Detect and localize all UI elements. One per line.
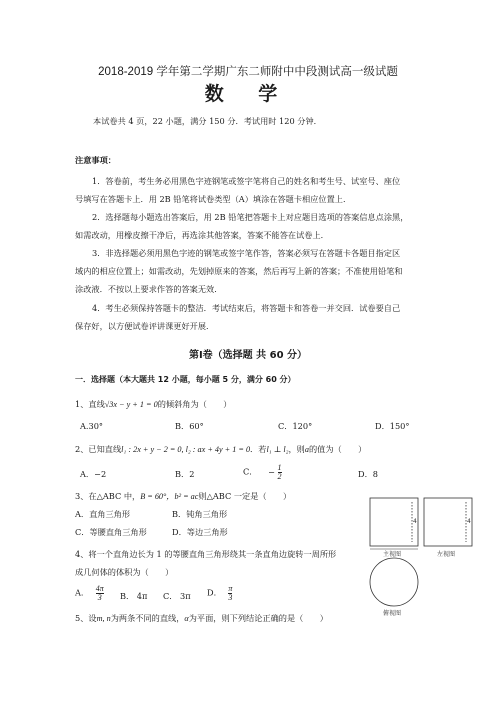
note-1-line-1: 1．答卷前，考生务必用黑色字迹钢笔或签字笔将自己的姓名和考生号、试室号、座位: [92, 176, 401, 186]
q4-a-denominator: 3: [96, 593, 104, 602]
q2-c-sign: −: [268, 466, 275, 477]
side-view-dimension: 4: [467, 518, 471, 525]
q4-option-a: [75, 585, 104, 602]
q2-option-b: B．2: [175, 469, 195, 479]
q2-mid: ．若: [250, 444, 267, 454]
top-view-circle: [370, 558, 418, 606]
side-view-square: [424, 498, 472, 546]
q2-option-c: [243, 464, 282, 481]
note-1-line-2: 号填写在答题卡上．用 2B 铅笔将试卷类型（A）填涂在答题卡相应位置上．: [75, 194, 352, 204]
side-view-label: 左视图: [437, 551, 456, 558]
q3-option-b: B．钝角三角形: [172, 509, 228, 519]
exam-title: 2018-2019 学年第二学期广东二师附中中段测试高一级试题: [98, 66, 398, 78]
q4-option-c: C． 3π: [163, 591, 191, 601]
q2-c-label: C．: [243, 466, 258, 477]
q2-c-fraction: [278, 464, 282, 481]
q2-option-d: D．8: [358, 469, 378, 479]
q1-number: 1、直线: [75, 399, 105, 409]
note-4-line-1: 4．考生必须保持答题卡的整洁．考试结束后，将答题卡和答卷一并交回．试卷要自己: [92, 303, 401, 313]
question-1-stem: [75, 398, 231, 411]
note-3-line-3: 涂改液．不按以上要求作答的答案无效．: [75, 284, 223, 294]
q3-option-d: D．等边三角形: [172, 527, 228, 537]
note-2-line-1: 2．选择题每小题选出答案后，用 2B 铅笔把答题卡上对应题目选项的答案信息点涂黑，: [92, 212, 409, 222]
q4-d-denominator: 3: [228, 593, 233, 602]
note-3-line-2: 域内的相应位置上；如需改动，先划掉原来的答案，然后再写上新的答案；不准使用铅笔和: [75, 266, 403, 276]
q5-vars: m, n: [96, 614, 111, 623]
front-view-label: 主视图: [383, 551, 402, 558]
q5-stem-a: 5、设: [75, 613, 97, 623]
q3-stem-b: 则△ABC 一定是（ ）: [198, 491, 292, 501]
q4-d-fraction: [228, 585, 232, 602]
q4-a-fraction: [96, 585, 104, 602]
q2-c-numerator: 1: [277, 463, 282, 472]
note-2-line-2: 如需改动，用橡皮擦干净后，再选涂其他答案，答案不能答在试卷上．: [75, 230, 329, 240]
q4-d-label: D．: [207, 587, 222, 598]
part-1-title: 第Ⅰ卷（选择题 共 60 分）: [188, 350, 308, 361]
q2-c-denominator: 2: [277, 472, 282, 481]
question-3-stem: [75, 490, 291, 503]
q4-option-b: B． 4π: [120, 591, 148, 601]
q3-condition: B = 60°，b² = ac: [140, 492, 199, 501]
question-2-stem: [75, 443, 366, 456]
q4-d-numerator: π: [228, 584, 233, 593]
q5-stem-b: 为两条不同的直线，: [110, 613, 185, 623]
q2-option-a: A．−2: [80, 469, 107, 479]
note-3-line-1: 3．非选择题必须用黑色字迹的钢笔或签字笔作答，答案必须写在答题卡各题目指定区: [92, 248, 401, 258]
section-1-heading: 一．选择题（本大题共 12 小题，每小题 5 分，满分 60 分）: [75, 375, 296, 384]
q1-option-c: C．120°: [278, 421, 313, 431]
note-4-line-2: 保存好，以方便试卷评讲课更好开展．: [75, 321, 215, 331]
q2-lines: l₁ : 2x + y − 2 = 0, l₂ : ax + 4y + 1 = 0: [121, 445, 251, 454]
q4-a-numerator: 4π: [95, 584, 104, 593]
top-view-label: 俯视图: [383, 610, 402, 617]
q1-equation: √3x − y + 1 = 0: [104, 400, 158, 409]
q3-option-a: A．直角三角形: [75, 509, 131, 519]
q1-option-b: B．60°: [175, 421, 204, 431]
front-view-square: [370, 498, 418, 546]
q2-tail2: 的值为（ ）: [308, 444, 367, 454]
subject-heading: 数 学: [204, 83, 292, 105]
q4-a-label: A．: [75, 587, 90, 598]
q5-alpha: α: [184, 614, 189, 623]
q4-option-d: [207, 585, 232, 602]
q2-var: a: [304, 445, 309, 454]
notes-heading: 注意事项：: [75, 155, 116, 165]
q2-tail: ，则: [288, 444, 305, 454]
front-view-dimension: 4: [413, 518, 417, 525]
q3-option-c: C．等腰直角三角形: [75, 527, 147, 537]
q5-stem-c: 为平面，则下列结论正确的是（ ）: [188, 613, 328, 623]
q3-stem-a: 3、在△ABC 中，: [75, 491, 141, 501]
question-5-stem: [75, 612, 328, 625]
q1-tail: 的倾斜角为（ ）: [157, 399, 232, 409]
exam-info: 本试卷共 4 页，22 小题，满分 150 分．考试用时 120 分钟．: [93, 116, 322, 126]
q1-option-d: D．150°: [375, 421, 410, 431]
q1-option-a: A.30°: [80, 421, 104, 431]
q2-condition: l₁ ⊥ l₂: [266, 445, 289, 454]
question-4-line-2: 成几何体的体积为（ ）: [75, 567, 174, 577]
question-4-line-1: 4、将一个直角边长为 1 的等腰直角三角形绕其一条直角边旋转一周所形: [75, 549, 337, 559]
q2-number: 2、已知直线: [75, 444, 122, 454]
